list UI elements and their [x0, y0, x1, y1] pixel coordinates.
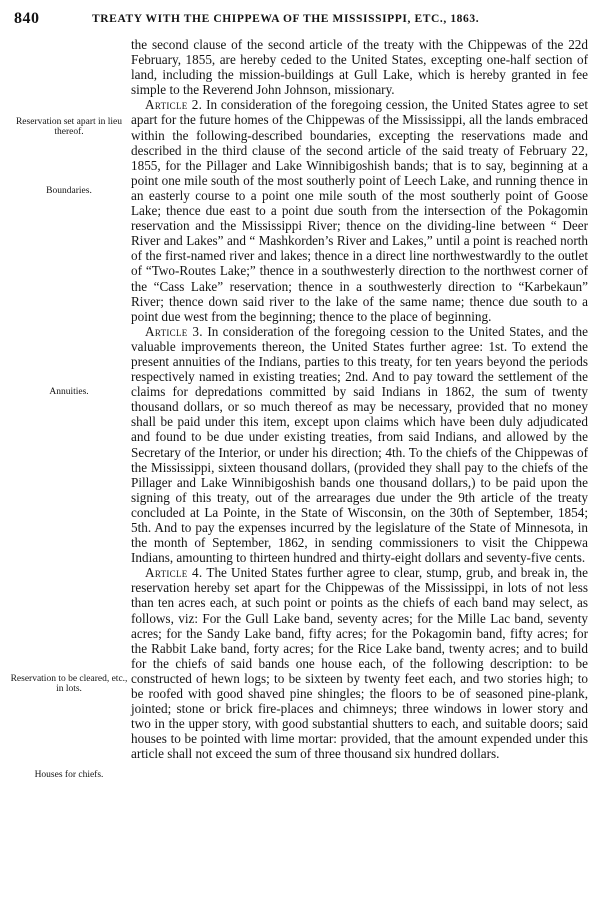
article-4-text: The United States further agree to clear, stump, grub, and break in, the reservation hereby set apart for the Chippewas of the Mississippi, in lots of not less than ten acres each, at such point or points as the chiefs of each band may select, as follows, viz: For the Gull Lake band, seventy acres; for the Mille Lac band, seventy acres; for the Sandy Lake band, fifty acres; for the Pokagomin band, fifty acres; for the Rabbit Lake band, forty acres; for the Rice Lake band, twenty acres; and to build for the chiefs of said bands one house each, of the following description: to be constructed of hewn logs; to be sixteen by twenty feet each, and two stories high; to be roofed with good shaved pine shingles; the floors to be of seasoned pine-plank, jointed; stone or brick fire-places and chimneys; three windows in lower story and two in the upper story, with good substantial shutters to each, and suitable doors; said houses to be pointed with lime mortar: provided, that the amount expended under this article shall not exceed the sum of three thousand six hundred dollars. [131, 565, 588, 762]
article-3 [131, 324, 588, 566]
treaty-body [131, 37, 588, 762]
article-2-text: In consideration of the foregoing cession, the United States agree to set apart for the future homes of the Chippewas of the Mississippi, all the lands embraced within the following-described boundaries, excepting the reservations made and described in the third clause of the second article of the said treaty of February 22, 1855, for the Pillager and Lake Winnibigoshish bands; that is to say, beginning at a point one mile south of the most southerly point of Leech Lake, and running thence in an easterly course to a point one mile south of the most southerly point of Goose Lake; thence due east to a point due south from the intersection of the Pokagomin reservation and the Mississippi River; thence on the dividing-line between “ Deer River and Lakes” and “ Mashkorden’s River and Lakes,” until a point is reached north of the first-named river and lakes; thence in a direct line northwestwardly to the outlet of “Two-Routes Lake;” thence in a southwesterly direction to the northwest corner of the “Cass Lake” reservation; thence in a southwesterly direction to “Karbekaun” River; thence down said river to the lake of the same name; thence due south to a point due west from the beginning; thence to the place of beginning. [131, 97, 589, 324]
margin-note-houses: Houses for chiefs. [34, 770, 104, 780]
page-number: 840 [14, 10, 40, 27]
article-3-text: In consideration of the foregoing cession to the United States, and the valuable improvements thereon, the United States further agree: 1st. To extend the present annuities of the Indians, parties to this treaty, for ten years beyond the periods respectively named in existing treaties; 2nd. And to pay toward the settlement of the claims for depredations committed by said Indians in 1862, the sum of twenty thousand dollars, or so much thereof as may be necessary, provided that no money shall be paid under this item, except upon claims which have been duly adjudicated and found to be due under existing treaties, from said Indians, and allowed by the Secretary of the Interior, or under his direction; 4th. To the chiefs of the Chippewas of the Mississippi, sixteen thousand dollars, (provided they shall pay to the chiefs of the Pillager and Lake Winnibigoshish bands one thousand dollars,) to be paid upon the signing of this treaty, out of the arrearages due under the 9th article of the treaty concluded at La Pointe, in the State of Wisconsin, on the 30th of September, 1854; 5th. And to pay the expenses incurred by the legislature of the State of Minnesota, in the month of September, 1862, in sending commissioners to visit the Chippewa Indians, amounting to thirteen hundred and thirty-eight dollars and seventy-five cents. [131, 323, 588, 566]
margin-note-clearing: Reservation to be cleared, etc., in lots. [10, 674, 128, 694]
margin-note-annuities: Annuities. [49, 387, 89, 397]
article-3-heading: Article 3. [145, 323, 203, 339]
article-4-heading: Article 4. [145, 565, 203, 581]
article-2-heading: Article 2. [145, 97, 203, 113]
article-2 [131, 97, 588, 323]
paragraph-continued: the second clause of the second article of the treaty with the Chippewas of the 22d February, 1855, are hereby ceded to the United States, excepting one-half section of land, including the mission-buildings at Gull Lake, which is hereby granted in fee simple to the Reverend John Johnson, missionary. [131, 37, 588, 98]
margin-note-boundaries: Boundaries. [46, 186, 92, 196]
article-4 [131, 565, 588, 761]
margin-note-reservation: Reservation set apart in lieu thereof. [15, 117, 123, 137]
page-header [14, 10, 594, 32]
running-head: TREATY WITH THE CHIPPEWA OF THE MISSISSIPPI, ETC., 1863. [92, 13, 480, 25]
